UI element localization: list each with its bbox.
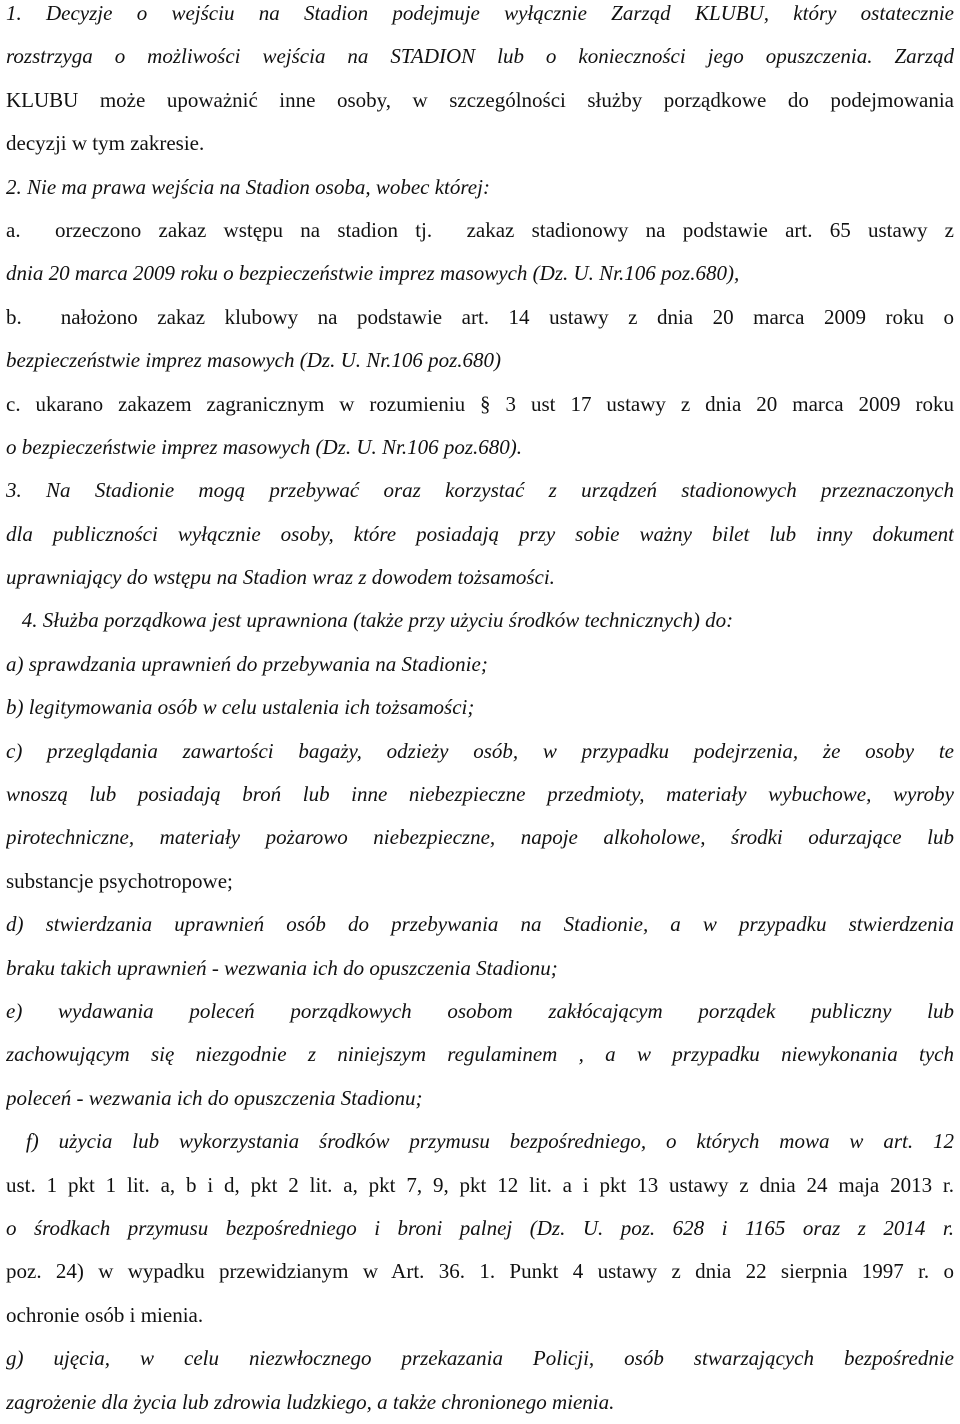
text-line: o środkach przymusu bezpośredniego i broni palnej (Dz. U. poz. 628 i 1165 oraz z 2014 r. — [6, 1215, 954, 1240]
text-line: f) użycia lub wykorzystania środków przymusu bezpośredniego, o których mowa w art. 12 — [6, 1129, 954, 1154]
text-line: dla publiczności wyłącznie osoby, które posiadają przy sobie ważny bilet lub inny dokument — [6, 521, 954, 546]
text-line: braku takich uprawnień - wezwania ich do opuszczenia Stadionu; — [6, 955, 558, 980]
text-line: 2. Nie ma prawa wejścia na Stadion osoba, wobec której: — [6, 174, 490, 199]
text-line: ochronie osób i mienia. — [6, 1302, 204, 1327]
text-line: e) wydawania poleceń porządkowych osobom zakłócającym porządek publiczny lub — [6, 998, 954, 1023]
text-line: 1. Decyzje o wejściu na Stadion podejmuje wyłącznie Zarząd KLUBU, który ostatecznie — [6, 1, 954, 25]
text-line: c. ukarano zakazem zagranicznym w rozumieniu § 3 ust 17 ustawy z dnia 20 marca 2009 roku — [6, 391, 954, 416]
text-line: rozstrzyga o możliwości wejścia na STADION lub o konieczności jego opuszczenia. Zarząd — [6, 44, 954, 69]
text-line: a) sprawdzania uprawnień do przebywania na Stadionie; — [6, 651, 488, 676]
text-line: KLUBU może upoważnić inne osoby, w szczególności służby porządkowe do podejmowania — [6, 87, 954, 112]
text-line: d) stwierdzania uprawnień osób do przebywania na Stadionie, a w przypadku stwierdzenia — [6, 912, 954, 937]
text-line: o bezpieczeństwie imprez masowych (Dz. U. Nr.106 poz.680). — [6, 434, 523, 459]
text-line: ust. 1 pkt 1 lit. a, b i d, pkt 2 lit. a, pkt 7, 9, pkt 12 lit. a i pkt 13 ustawy z dnia 24 maja 2013 r. — [6, 1172, 954, 1197]
text-line: dnia 20 marca 2009 roku o bezpieczeństwie imprez masowych (Dz. U. Nr.106 poz.680), — [6, 261, 740, 286]
text-line: decyzji w tym zakresie. — [6, 131, 205, 156]
text-line: poleceń - wezwania ich do opuszczenia Stadionu; — [6, 1085, 423, 1110]
text-line: 4. Służba porządkowa jest uprawniona (także przy użyciu środków technicznych) do: — [6, 608, 734, 633]
text-line: wnoszą lub posiadają broń lub inne niebezpieczne przedmioty, materiały wybuchowe, wyroby — [6, 782, 954, 807]
text-line: zagrożenie dla życia lub zdrowia ludzkiego, a także chronionego mienia. — [6, 1389, 615, 1414]
text-line: b. nałożono zakaz klubowy na podstawie art. 14 ustawy z dnia 20 marca 2009 roku o — [6, 304, 954, 329]
text-line: substancje psychotropowe; — [6, 868, 233, 893]
text-line: pirotechniczne, materiały pożarowo niebezpieczne, napoje alkoholowe, środki odurzające lub — [6, 825, 954, 850]
text-line: zachowującym się niezgodnie z niniejszym regulaminem , a w przypadku niewykonania tych — [6, 1042, 954, 1067]
text-line: g) ujęcia, w celu niezwłocznego przekazania Policji, osób stwarzających bezpośrednie — [6, 1346, 954, 1371]
text-line: 3. Na Stadionie mogą przebywać oraz korzystać z urządzeń stadionowych przeznaczonych — [6, 478, 954, 503]
text-line: b) legitymowania osób w celu ustalenia ich tożsamości; — [6, 695, 475, 720]
text-line: bezpieczeństwie imprez masowych (Dz. U. Nr.106 poz.680) — [6, 348, 502, 373]
text-line: poz. 24) w wypadku przewidzianym w Art. 36. 1. Punkt 4 ustawy z dnia 22 sierpnia 1997 r. o — [6, 1259, 954, 1284]
text-line: a. orzeczono zakaz wstępu na stadion tj. zakaz stadionowy na podstawie art. 65 ustawy z — [6, 217, 954, 242]
text-line: c) przeglądania zawartości bagaży, odzieży osób, w przypadku podejrzenia, że osoby te — [6, 738, 954, 763]
text-line: uprawniający do wstępu na Stadion wraz z dowodem tożsamości. — [6, 565, 555, 590]
